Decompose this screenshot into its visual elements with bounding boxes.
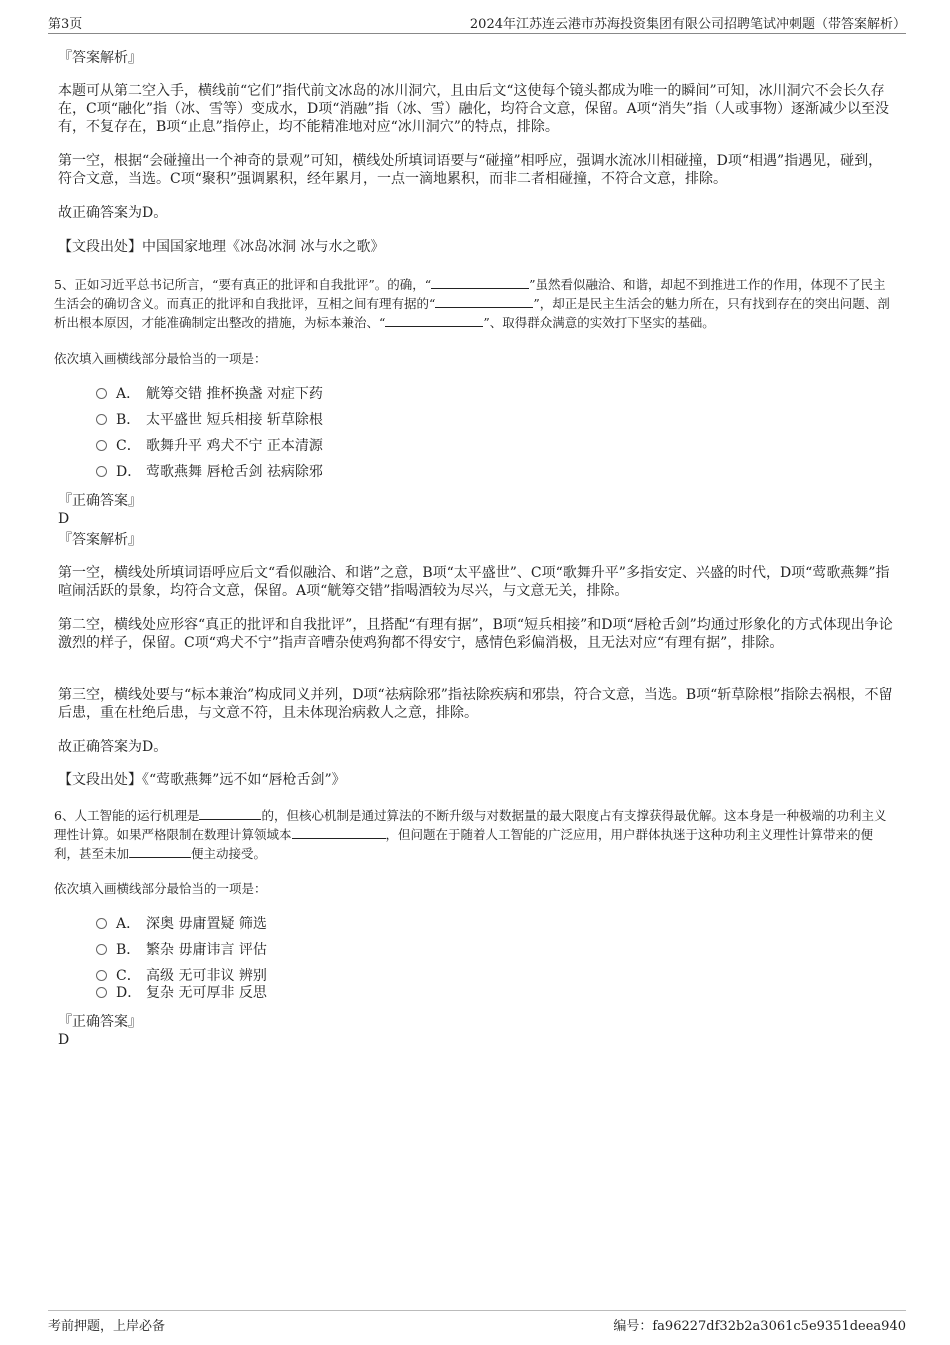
radio-icon[interactable] <box>96 466 107 477</box>
option-b[interactable]: B． 太平盛世 短兵相接 斩草除根 <box>96 410 323 430</box>
analysis-label: 『答案解析』 <box>58 532 142 548</box>
blank-line <box>129 845 191 858</box>
radio-icon[interactable] <box>96 918 107 929</box>
question-prompt: 依次填入画横线部分最恰当的一项是： <box>54 351 267 366</box>
analysis-paragraph: 第一空，横线处所填词语呼应后文“看似融洽、和谐”之意，B项“太平盛世”、C项“歌舞升平”多指安定、兴盛的时代，D项“莺歌燕舞”指喧闹活跃的景象，均符合文意，保留。A项“觥筹交错”指喝酒较为尽兴，与文意无关，排除。 <box>58 565 890 599</box>
footer-slogan: 考前押题，上岸必备 <box>48 1319 166 1334</box>
correct-answer: D <box>58 511 70 527</box>
source-note: 【文段出处】中国国家地理《冰岛冰洞 冰与水之歌》 <box>58 239 385 255</box>
option-a[interactable]: A． 觥筹交错 推杯换盏 对症下药 <box>96 384 323 404</box>
option-c[interactable]: C． 歌舞升平 鸡犬不宁 正本清源 <box>96 436 323 456</box>
analysis-paragraph: 第一空，根据“会碰撞出一个神奇的景观”可知，横线处所填词语要与“碰撞”相呼应，强调水流冰川相碰撞，D项“相遇”指遇见，碰到，符合文意，当选。C项“聚积”强调累积，经年累月，一点一滴地累积，而非二者相碰撞，不符合文意，排除。 <box>58 153 883 187</box>
analysis-paragraph: 第三空，横线处要与“标本兼治”构成同义并列，D项“祛病除邪”指祛除疾病和邪祟，符合文意，当选。B项“斩草除根”指除去祸根，不留后患，重在杜绝后患，与文意不符，且未体现治病救人之意，排除。 <box>58 687 893 721</box>
radio-icon[interactable] <box>96 970 107 981</box>
radio-icon[interactable] <box>96 414 107 425</box>
document-id: 编号：fa96227df32b2a3061c5e9351deea940 <box>613 1319 906 1334</box>
blank-line <box>292 826 386 839</box>
document-title: 2024年江苏连云港市苏海投资集团有限公司招聘笔试冲刺题（带答案解析） <box>469 17 906 32</box>
analysis-label: 『答案解析』 <box>58 50 142 66</box>
analysis-paragraph: 本题可从第二空入手，横线前“它们”指代前文冰岛的冰川洞穴，且由后文“这使每个镜头都成为唯一的瞬间”可知，冰川洞穴不会长久存在，C项“融化”指（冰、雪等）变成水，D项“消融”指（冰、雪）融化，均符合文意，保留。A项“消失”指（人或事物）逐渐减少以至没有，不复存在，B项“止息”指停止，均不能精准地对应“冰川洞穴”的特点，排除。 <box>58 83 889 135</box>
correct-answer-label: 『正确答案』 <box>58 1014 142 1030</box>
option-c[interactable]: C． 高级 无可非议 辨别 <box>96 966 267 986</box>
page-header <box>48 13 906 34</box>
option-d[interactable]: D． 复杂 无可厚非 反思 <box>96 983 267 1003</box>
correct-answer-label: 『正确答案』 <box>58 493 142 509</box>
radio-icon[interactable] <box>96 987 107 998</box>
blank-line <box>199 807 261 820</box>
radio-icon[interactable] <box>96 440 107 451</box>
conclusion: 故正确答案为D。 <box>58 739 168 755</box>
analysis-paragraph: 第二空，横线处应形容“真正的批评和自我批评”，且搭配“有理有据”，B项“短兵相接”和D项“唇枪舌剑”均通过形象化的方式体现出争论激烈的样子，保留。C项“鸡犬不宁”指声音嘈杂使鸡狗都不得安宁，感情色彩偏消极，且无法对应“有理有据”，排除。 <box>58 617 893 651</box>
question-prompt: 依次填入画横线部分最恰当的一项是： <box>54 881 267 896</box>
conclusion: 故正确答案为D。 <box>58 205 168 221</box>
option-b[interactable]: B． 繁杂 毋庸讳言 评估 <box>96 940 267 960</box>
page-number: 第3页 <box>48 17 83 32</box>
radio-icon[interactable] <box>96 944 107 955</box>
blank-line <box>431 276 529 289</box>
question-6-stem: 6、人工智能的运行机理是 的，但核心机制是通过算法的不断升级与对数据量的最大限度占有支撑获得最优解。这本身是一种极端的功利主义理性计算。如果严格限制在数理计算领域本 ，但问题在于随着人工智能的广泛应用，用户群体执迷于这种功利主义理性计算带来的便利，甚至未加 便主动接受。 <box>54 808 887 861</box>
question-5-stem: 5、正如习近平总书记所言，“要有真正的批评和自我批评”。的确，“ ”虽然看似融洽、和谐，却起不到推进工作的作用，体现不了民主生活会的确切含义。而真正的批评和自我批评，互相之间有理有据的“ ”，却正是民主生活会的魅力所在，只有找到存在的突出问题、剖析出根本原因，才能准确制定出整改的措施，为标本兼治、“ ”、取得群众满意的实效打下坚实的基础。 <box>54 277 890 330</box>
option-a[interactable]: A． 深奥 毋庸置疑 筛选 <box>96 914 267 934</box>
source-note: 【文段出处】《“莺歌燕舞”远不如“唇枪舌剑”》 <box>58 772 346 788</box>
page-footer <box>48 1310 906 1334</box>
blank-line <box>385 314 483 327</box>
option-d[interactable]: D． 莺歌燕舞 唇枪舌剑 祛病除邪 <box>96 462 323 482</box>
correct-answer: D <box>58 1032 70 1048</box>
blank-line <box>435 295 533 308</box>
radio-icon[interactable] <box>96 388 107 399</box>
